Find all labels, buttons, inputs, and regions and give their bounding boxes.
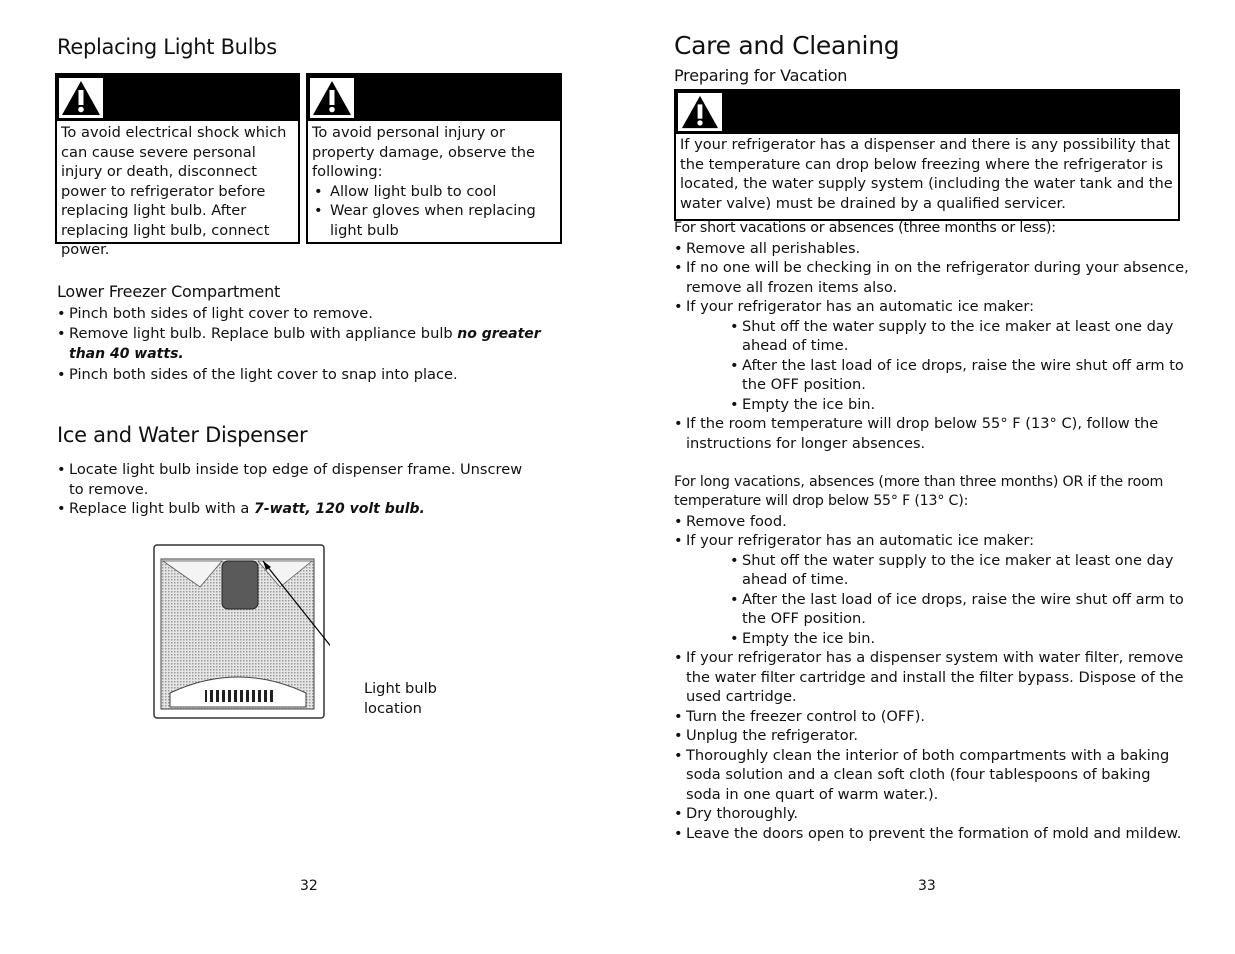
section-heading-freezer: Lower Freezer Compartment bbox=[57, 282, 281, 301]
list-item: • Remove food. bbox=[674, 512, 1189, 532]
page-title-left: Replacing Light Bulbs bbox=[57, 35, 277, 59]
list-item: • Empty the ice bin. bbox=[730, 395, 1189, 415]
list-item-text: Replace light bulb with a bbox=[69, 500, 255, 517]
list-item: • Dry thoroughly. bbox=[674, 804, 1189, 824]
list-item bbox=[57, 324, 562, 365]
page-number-left: 32 bbox=[300, 878, 318, 894]
list-item: • If your refrigerator has an automatic ice maker: bbox=[674, 297, 1189, 317]
list-item: • Leave the doors open to prevent the formation of mold and mildew. bbox=[674, 824, 1189, 844]
list-item bbox=[57, 499, 537, 520]
list-item: • Shut off the water supply to the ice maker at least one day ahead of time. bbox=[730, 317, 1189, 356]
long-absence-list-end bbox=[674, 648, 1189, 843]
section-heading-vacation: Preparing for Vacation bbox=[674, 66, 848, 85]
bulb-spec: no greater than 40 watts. bbox=[69, 325, 541, 362]
warning-box-freezing bbox=[674, 89, 1180, 221]
list-item: • After the last load of ice drops, raise the wire shut off arm to the OFF position. bbox=[730, 590, 1189, 629]
list-item: • Wear gloves when replacing light bulb bbox=[314, 201, 556, 240]
list-item-text: Remove light bulb. Replace bulb with appliance bulb bbox=[69, 324, 458, 342]
warning-list bbox=[314, 182, 556, 241]
warning-box-electrical bbox=[55, 73, 300, 258]
short-absence-heading: For short vacations or absences (three months or less): bbox=[674, 220, 1056, 236]
short-absence-list-end bbox=[674, 414, 1189, 453]
short-absence-list bbox=[674, 239, 1189, 317]
list-item: • Allow light bulb to cool bbox=[314, 182, 556, 202]
warning-text: To avoid electrical shock which can cause severe personal injury or death, disconnect power to refrigerator before replacing light bulb. After replacing light bulb, connect power. bbox=[61, 124, 287, 258]
warning-icon bbox=[59, 78, 103, 118]
warning-header-bar bbox=[57, 75, 298, 121]
page-title-right: Care and Cleaning bbox=[674, 31, 900, 60]
list-item: • If the room temperature will drop below 55° F (13° C), follow the instructions for longer absences. bbox=[674, 414, 1189, 453]
list-item: • If your refrigerator has an automatic ice maker: bbox=[674, 531, 1189, 551]
list-item: • Thoroughly clean the interior of both compartments with a baking soda solution and a clean soft cloth (four tablespoons of baking soda in one quart of warm water.). bbox=[674, 746, 1189, 805]
list-item: • After the last load of ice drops, raise the wire shut off arm to the OFF position. bbox=[730, 356, 1189, 395]
warning-header-bar bbox=[308, 75, 560, 121]
list-item: • Empty the ice bin. bbox=[730, 629, 1189, 649]
list-item: • Shut off the water supply to the ice maker at least one day ahead of time. bbox=[730, 551, 1189, 590]
page-number-right: 33 bbox=[918, 878, 936, 894]
list-item: • Pinch both sides of light cover to remove. bbox=[57, 304, 562, 324]
list-item: • Turn the freezer control to (OFF). bbox=[674, 707, 1189, 727]
long-absence-list bbox=[674, 512, 1189, 551]
long-icemaker-list bbox=[730, 551, 1189, 649]
list-item: • Remove all perishables. bbox=[674, 239, 1189, 259]
warning-icon bbox=[310, 78, 354, 118]
section-heading-dispenser: Ice and Water Dispenser bbox=[57, 423, 308, 447]
freezer-steps bbox=[57, 304, 562, 384]
bulb-spec: 7-watt, 120 volt bulb. bbox=[254, 501, 425, 517]
dispenser-illustration bbox=[150, 543, 330, 725]
warning-icon bbox=[678, 93, 722, 131]
list-item: • Pinch both sides of the light cover to snap into place. bbox=[57, 365, 562, 385]
long-absence-heading: For long vacations, absences (more than three months) OR if the room temperature will drop below 55° F (13° C): bbox=[674, 473, 1164, 509]
figure-caption: Light bulb location bbox=[364, 680, 437, 717]
warning-text bbox=[308, 121, 560, 242]
warning-header-bar bbox=[676, 91, 1178, 134]
dispenser-steps bbox=[57, 460, 537, 520]
vacation-instructions bbox=[674, 219, 1189, 843]
list-item: • If no one will be checking in on the refrigerator during your absence, remove all frozen items also. bbox=[674, 258, 1189, 297]
warning-text: If your refrigerator has a dispenser and there is any possibility that the temperature can drop below freezing where the refrigerator is located, the water supply system (including the water tank and the water valve) must be drained by a qualified servicer. bbox=[680, 136, 1173, 212]
short-icemaker-list bbox=[730, 317, 1189, 415]
list-item: • Unplug the refrigerator. bbox=[674, 726, 1189, 746]
warning-box-injury bbox=[306, 73, 562, 244]
list-item: • Locate light bulb inside top edge of dispenser frame. Unscrew to remove. bbox=[57, 460, 537, 499]
list-item: • If your refrigerator has a dispenser system with water filter, remove the water filter cartridge and install the filter bypass. Dispose of the used cartridge. bbox=[674, 648, 1189, 707]
warning-intro: To avoid personal injury or property damage, observe the following: bbox=[312, 124, 535, 180]
